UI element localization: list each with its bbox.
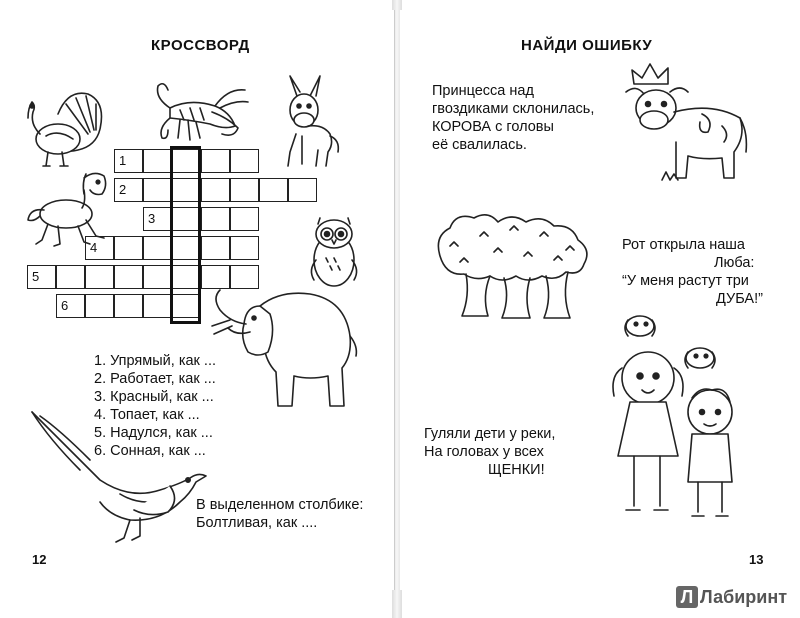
crossword-cell [114,236,143,260]
highlight-caption-line2: Болтливая, как .... [196,515,318,531]
turkey-illustration [18,84,108,174]
horse-illustration [24,168,114,258]
verse2-line3: “У меня растут три [622,273,749,289]
crossword-number-cell-3 [143,207,172,231]
crossword-cell [201,236,230,260]
three-trees-illustration [430,206,600,326]
clue-1: 1. Упрямый, как ... [94,353,217,369]
clue-5: 5. Надулся, как ... [94,425,213,441]
magpie-illustration [30,410,210,550]
clue-6: 6. Сонная, как ... [94,443,206,459]
crossword-cell [259,178,288,202]
verse1-line2: гвоздиками склонилась, [432,101,595,117]
crossword-cell [143,178,172,202]
crossword-cell [230,207,259,231]
verse2-line4: ДУБА!” [716,291,763,307]
crossword-number: 6 [61,298,69,313]
verse1-line1: Принцесса над [432,83,534,99]
elephant-illustration [210,276,360,416]
crossword-number-cell-1 [114,149,143,173]
crossword-cell [114,294,143,318]
verse3-line3: ЩЕНКИ! [488,462,545,478]
crossword-cell [85,294,114,318]
left-page-title: КРОССВОРД [151,37,250,54]
crossword-number-cell-6 [56,294,85,318]
donkey-illustration [268,74,348,174]
crossword-cell [230,236,259,260]
crossword-cell [288,178,317,202]
cow-with-crown-illustration [622,62,752,192]
clue-3: 3. Красный, как ... [94,389,214,405]
verse2-line1: Рот открыла наша [622,237,745,253]
right-page-title: НАЙДИ ОШИБКУ [521,37,653,54]
highlighted-column [170,146,201,324]
labirint-watermark: Л Лабиринт [676,586,787,608]
crossword-number-cell-5 [27,265,56,289]
crossword-number-cell-2 [114,178,143,202]
crossword-number: 1 [119,153,127,168]
watermark-text: Лабиринт [700,587,788,607]
crossword-cell [143,265,172,289]
clue-2: 2. Работает, как ... [94,371,216,387]
clue-4: 4. Топает, как ... [94,407,200,423]
crossword-cell [201,149,230,173]
crossword-cell [143,236,172,260]
crossword-cell [143,294,172,318]
crossword-cell [143,149,172,173]
crossword-cell [201,207,230,231]
verse1-line4: её свалилась. [432,137,527,153]
verse1-line3: КОРОВА с головы [432,119,554,135]
highlight-caption-line1: В выделенном столбике: [196,497,364,513]
children-with-puppies-illustration [600,306,750,536]
crossword-cell [56,265,85,289]
crayfish-illustration [150,78,250,148]
page-number-right: 13 [749,552,764,567]
crossword-cell [230,149,259,173]
crossword-cell [230,178,259,202]
crossword-cell [85,265,114,289]
crossword-number: 3 [148,211,156,226]
verse2-line2: Люба: [714,255,755,271]
crossword-cell [114,265,143,289]
verse3-line1: Гуляли дети у реки, [424,426,556,442]
crossword-cell [201,178,230,202]
crossword-number: 4 [90,240,98,255]
page-number-left: 12 [32,552,47,567]
verse3-line2: На головах у всех [424,444,544,460]
crossword-number: 2 [119,182,127,197]
crossword-number: 5 [32,269,40,284]
